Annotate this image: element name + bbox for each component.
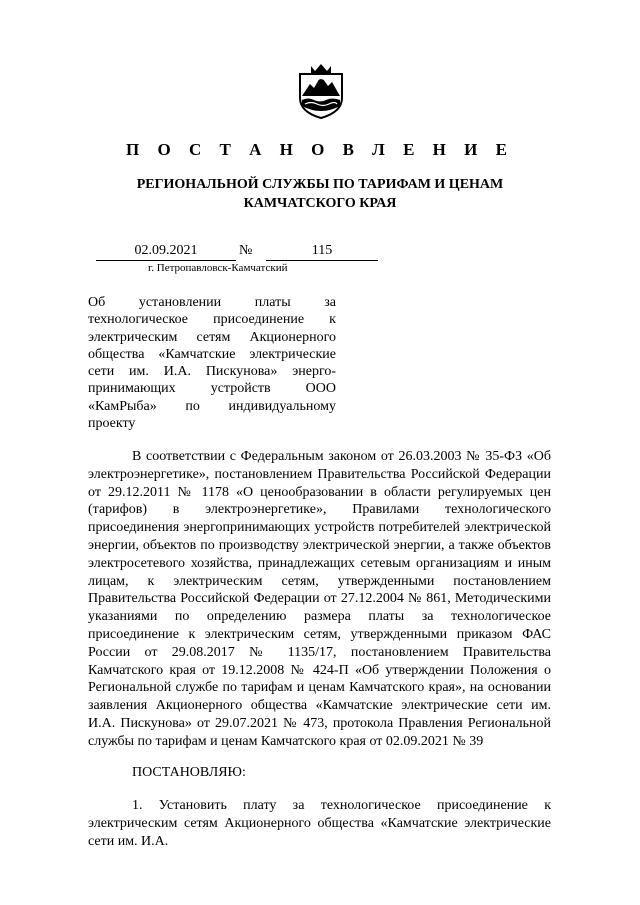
- issuing-organization: РЕГИОНАЛЬНОЙ СЛУЖБЫ ПО ТАРИФАМ И ЦЕНАМ КАМЧАТСКОГО КРАЯ: [136, 177, 504, 211]
- document-title: П О С Т А Н О В Л Е Н И Е: [126, 140, 514, 159]
- coat-of-arms-icon: [296, 62, 346, 120]
- decree-heading: ПОСТАНОВЛЯЮ:: [132, 765, 246, 780]
- issue-place: г. Петропавловск-Камчатский: [148, 262, 288, 274]
- document-number: 115: [266, 242, 378, 261]
- number-sign: №: [239, 243, 253, 258]
- document-date: 02.09.2021: [96, 242, 236, 261]
- clause-1: 1. Установить плату за технологическое присоединение к электрическим сетям Акционерного общества «Камчатские электрические сети им. И.А.: [88, 798, 551, 849]
- document-subject: Об установлении платы за технологическое присоединение к электрическим сетям Акционерного общества «Камчатские электрические сети им. И.А. Пискунова» энерго-принимающих устройств ООО «КамРыба» по индивидуальному проекту: [88, 295, 336, 432]
- preamble-paragraph: В соответствии с Федеральным законом от 26.03.2003 № 35-ФЗ «Об электроэнергетике», постановлением Правительства Российской Федерации от 29.12.2011 № 1178 «О ценообразовании в области регулируемых цен (тарифов) в электроэнергетике», Правилами технологического присоединения энергопринимающих устройств потребителей электрической энергии, объектов по производству электрической энергии, а также объектов электросетевого хозяйства, принадлежащих сетевым организациям и иным лицам, к электрическим сетям, утвержденными постановлением Правительства Российской Федерации от 27.12.2004 № 861, Методическими указаниями по определению размера платы за технологическое присоединение к электрическим сетям, утвержденными приказом ФАС России от 29.08.2017 № 1135/17, постановлением Правительства Камчатского края от 19.12.2008 № 424-П «Об утверждении Положения о Региональной службе по тарифам и ценам Камчатского края», на основании заявления Акционерного общества «Камчатские электрические сети им. И.А. Пискунова» от 29.07.2021 № 473, протокола Правления Региональной службы по тарифам и ценам Камчатского края от 02.09.2021 № 39: [88, 449, 551, 749]
